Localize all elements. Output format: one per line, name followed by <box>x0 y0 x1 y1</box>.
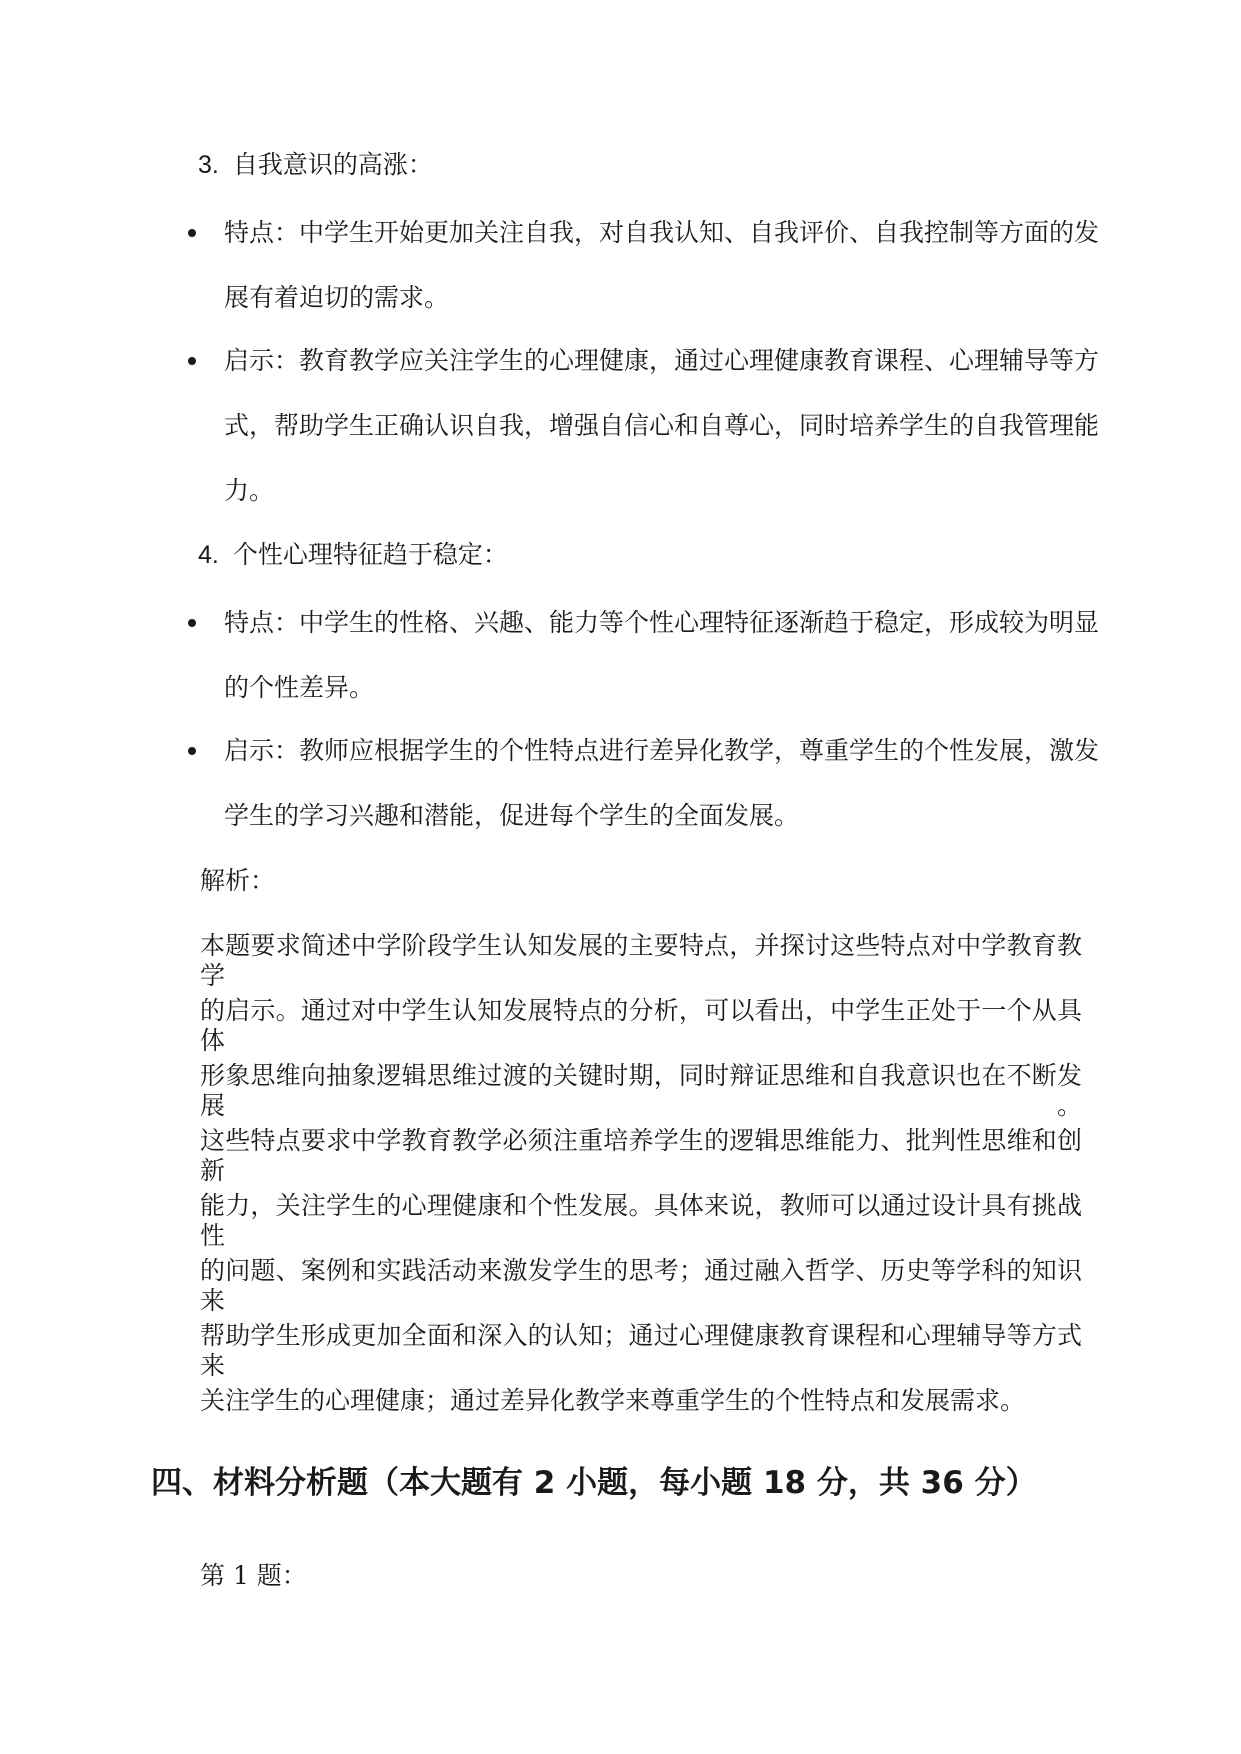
section-3-trait-line-1: 特点：中学生开始更加关注自我，对自我认知、自我评价、自我控制等方面的发 <box>224 218 1100 247</box>
analysis-line-6: 的问题、案例和实践活动来激发学生的思考；通过融入哲学、历史等学科的知识来 <box>200 1256 1082 1315</box>
section-4-heading <box>198 540 508 570</box>
section-3-heading <box>198 150 433 180</box>
section-4-trait-line-2: 的个性差异。 <box>224 673 375 702</box>
question-label: 第 1 题： <box>200 1561 307 1590</box>
analysis-line-8: 关注学生的心理健康；通过差异化教学来尊重学生的个性特点和发展需求。 <box>200 1386 1026 1415</box>
bullet-icon <box>188 357 196 365</box>
section-3-implication-line-1: 启示：教育教学应关注学生的心理健康，通过心理健康教育课程、心理辅导等方 <box>224 346 1100 375</box>
section-4-trait-line-1: 特点：中学生的性格、兴趣、能力等个性心理特征逐渐趋于稳定，形成较为明显 <box>224 608 1100 637</box>
section-heading: 四、材料分析题（本大题有 2 小题，每小题 18 分，共 36 分） <box>151 1465 1037 1501</box>
section-3-implication-line-2: 式，帮助学生正确认识自我，增强自信心和自尊心，同时培养学生的自我管理能 <box>224 411 1100 440</box>
section-4-number: 4. <box>198 541 219 569</box>
section-4-title: 个性心理特征趋于稳定： <box>232 540 508 569</box>
section-3-trait-line-2: 展有着迫切的需求。 <box>224 283 450 312</box>
analysis-line-7: 帮助学生形成更加全面和深入的认知；通过心理健康教育课程和心理辅导等方式来 <box>200 1321 1082 1380</box>
analysis-line-2: 的启示。通过对中学生认知发展特点的分析，可以看出，中学生正处于一个从具体 <box>200 996 1082 1055</box>
section-3-title: 自我意识的高涨： <box>232 150 433 179</box>
analysis-line-4: 这些特点要求中学教育教学必须注重培养学生的逻辑思维能力、批判性思维和创新 <box>200 1126 1082 1185</box>
analysis-line-1: 本题要求简述中学阶段学生认知发展的主要特点，并探讨这些特点对中学教育教学 <box>200 931 1082 990</box>
section-3-implication-line-3: 力。 <box>224 476 275 505</box>
analysis-label: 解析： <box>200 866 276 895</box>
bullet-icon <box>188 747 196 755</box>
section-3-number: 3. <box>198 151 219 179</box>
analysis-line-3: 形象思维向抽象逻辑思维过渡的关键时期，同时辩证思维和自我意识也在不断发展。 <box>200 1061 1082 1120</box>
section-4-implication-line-1: 启示：教师应根据学生的个性特点进行差异化教学，尊重学生的个性发展，激发 <box>224 736 1100 765</box>
bullet-icon <box>188 229 196 237</box>
analysis-line-5: 能力，关注学生的心理健康和个性发展。具体来说，教师可以通过设计具有挑战性 <box>200 1191 1082 1250</box>
section-4-implication-line-2: 学生的学习兴趣和潜能，促进每个学生的全面发展。 <box>224 801 800 830</box>
bullet-icon <box>188 619 196 627</box>
